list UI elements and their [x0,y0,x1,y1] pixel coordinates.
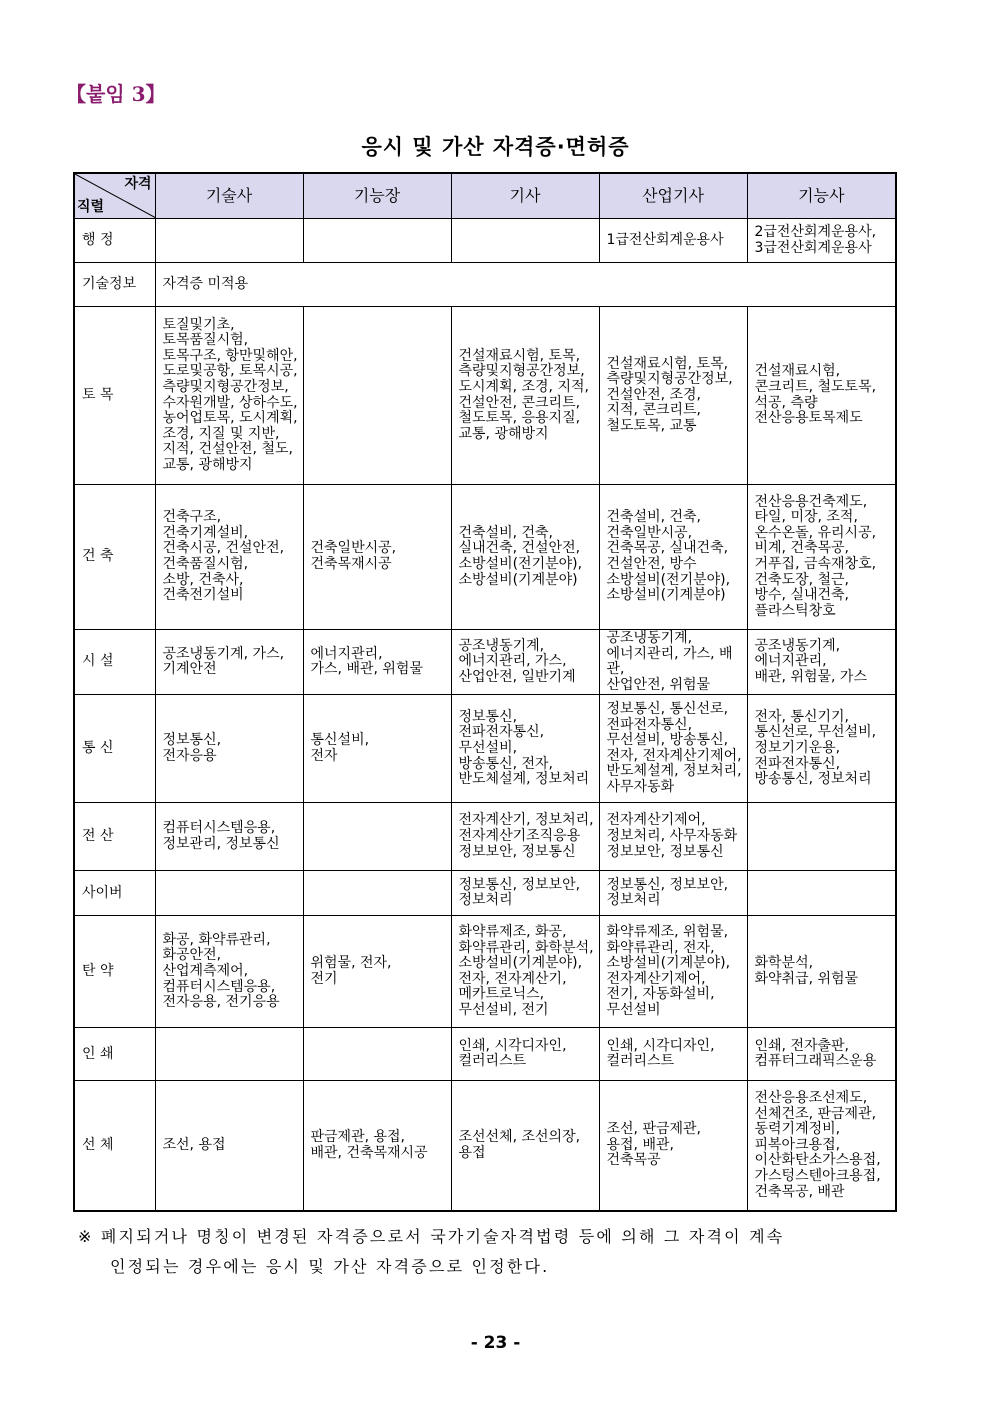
table-cell: 통신설비, 전자 [303,695,451,803]
table-cell: 건축설비, 건축, 실내건축, 건설안전, 소방설비(전기분야), 소방설비(기계분야) [451,485,599,630]
table-cell: 인쇄, 시각디자인, 컬러리스트 [599,1028,747,1081]
row-header: 통 신 [74,695,155,803]
table-cell [303,803,451,871]
table-cell: 인쇄, 전자출판, 컴퓨터그래픽스운용 [747,1028,896,1081]
header-cell: 기능장 [303,173,451,219]
table-cell: 인쇄, 시각디자인, 컬러리스트 [451,1028,599,1081]
footnote [78,1222,918,1282]
header-cell: 산업기사 [599,173,747,219]
table-cell: 위험물, 전자, 전기 [303,916,451,1028]
table-cell: 2급전산회계운용사, 3급전산회계운용사 [747,219,896,263]
table-cell: 건축일반시공, 건축목재시공 [303,485,451,630]
row-header: 시 설 [74,630,155,695]
table-cell: 공조냉동기계, 가스, 기계안전 [155,630,303,695]
row-header: 탄 약 [74,916,155,1028]
table-cell: 정보통신, 통신선로, 전파전자통신, 무선설비, 방송통신, 전자, 전자계산기제어, 반도체설계, 정보처리, 사무자동화 [599,695,747,803]
table-cell: 건축구조, 건축기계설비, 건축시공, 건설안전, 건축품질시험, 소방, 건축사, 건축전기설비 [155,485,303,630]
table-cell [155,1028,303,1081]
footnote-line: ※ 폐지되거나 명칭이 변경된 자격증으로서 국가기술자격법령 등에 의해 그 자격이 계속 [78,1227,785,1246]
header-cell: 기술사 [155,173,303,219]
table-cell [451,219,599,263]
table-cell: 1급전산회계운용사 [599,219,747,263]
page-title: 응시 및 가산 자격증·면허증 [361,135,630,159]
table-row [74,1028,896,1081]
row-header: 인 쇄 [74,1028,155,1081]
table-cell: 컴퓨터시스템응용, 정보관리, 정보통신 [155,803,303,871]
table-row [74,219,896,263]
table-cell: 공조냉동기계, 에너지관리, 가스, 산업안전, 일반기계 [451,630,599,695]
table-cell: 자격증 미적용 [155,263,896,307]
table-cell: 조선, 용접 [155,1081,303,1211]
table-cell: 공조냉동기계, 에너지관리, 가스, 배관, 산업안전, 위험물 [599,630,747,695]
attachment-label: 【붙임 3】 [66,82,166,106]
row-header: 사이버 [74,871,155,916]
table-cell [303,307,451,485]
table-cell: 에너지관리, 가스, 배관, 위험물 [303,630,451,695]
table-cell: 토질및기초, 토목품질시험, 토목구조, 항만및해안, 도로및공항, 토목시공, 측량및지형공간정보, 수자원개발, 상하수도, 농어업토목, 도시계획, 조경, 지질 및 지반, 지적, 건설안전, 철도, 교통, 광해방지 [155,307,303,485]
table-cell [155,219,303,263]
table-cell [155,871,303,916]
corner-cell [74,173,155,219]
table-cell: 공조냉동기계, 에너지관리, 배관, 위험물, 가스 [747,630,896,695]
table-cell [303,871,451,916]
table-cell: 정보통신, 전자응용 [155,695,303,803]
table-cell: 전자, 통신기기, 통신선로, 무선설비, 정보기기운용, 전파전자통신, 방송통신, 정보처리 [747,695,896,803]
table-cell: 건설재료시험, 토목, 측량및지형공간정보, 건설안전, 조경, 지적, 콘크리트, 철도토목, 교통 [599,307,747,485]
table-cell: 건설재료시험, 토목, 측량및지형공간정보, 도시계획, 조경, 지적, 건설안전, 콘크리트, 철도토목, 응용지질, 교통, 광해방지 [451,307,599,485]
table-cell: 판금제관, 용접, 배관, 건축목재시공 [303,1081,451,1211]
table-cell: 전자계산기제어, 정보처리, 사무자동화 정보보안, 정보통신 [599,803,747,871]
table-cell: 화약류제조, 화공, 화약류관리, 화학분석, 소방설비(기계분야), 전자, 전자계산기, 메카트로닉스, 무선설비, 전기 [451,916,599,1028]
table-cell: 전산응용조선제도, 선체건조, 판금제관, 동력기계정비, 피복아크용접, 이산화탄소가스용접, 가스텅스텐아크용접, 건축목공, 배관 [747,1081,896,1211]
header-cell: 기사 [451,173,599,219]
table-cell: 정보통신, 정보보안, 정보처리 [451,871,599,916]
table-row [74,485,896,630]
table-cell: 전산응용건축제도, 타일, 미장, 조적, 온수온돌, 유리시공, 비계, 건축목공, 거푸집, 금속재창호, 건축도장, 철근, 방수, 실내건축, 플라스틱창호 [747,485,896,630]
table-cell: 화공, 화약류관리, 화공안전, 산업계측제어, 컴퓨터시스템응용, 전자응용, 전기응용 [155,916,303,1028]
table-cell [303,219,451,263]
table-row [74,1081,896,1211]
row-header: 토 목 [74,307,155,485]
row-header: 행 정 [74,219,155,263]
table-cell [747,871,896,916]
table-row [74,916,896,1028]
table-row [74,630,896,695]
table-cell: 화학분석, 화약취급, 위험물 [747,916,896,1028]
table-row [74,695,896,803]
corner-series-label: 직렬 [77,199,105,216]
row-header: 건 축 [74,485,155,630]
table-row [74,871,896,916]
table-cell: 조선선체, 조선의장, 용접 [451,1081,599,1211]
table-cell: 정보통신, 정보보안, 정보처리 [599,871,747,916]
table-cell: 건축설비, 건축, 건축일반시공, 건축목공, 실내건축, 건설안전, 방수 소방설비(전기분야), 소방설비(기계분야) [599,485,747,630]
table-cell [747,803,896,871]
table-row [74,803,896,871]
footnote-line: 인정되는 경우에는 응시 및 가산 자격증으로 인정한다. [110,1257,550,1276]
table-cell: 화약류제조, 위험물, 화약류관리, 전자, 소방설비(기계분야), 전자계산기제어, 전기, 자동화설비, 무선설비 [599,916,747,1028]
page-number: - 23 - [470,1333,521,1353]
table-cell: 전자계산기, 정보처리, 전자계산기조직응용 정보보안, 정보통신 [451,803,599,871]
table-cell: 조선, 판금제관, 용접, 배관, 건축목공 [599,1081,747,1211]
table-row [74,263,896,307]
header-cell: 기능사 [747,173,896,219]
table-cell [303,1028,451,1081]
table-cell: 정보통신, 전파전자통신, 무선설비, 방송통신, 전자, 반도체설계, 정보처리 [451,695,599,803]
table-cell: 건설재료시험, 콘크리트, 철도토목, 석공, 측량 전산응용토목제도 [747,307,896,485]
certificate-table [73,172,897,1212]
row-header: 전 산 [74,803,155,871]
corner-qualification-label: 자격 [124,176,152,192]
table-row [74,307,896,485]
table-header-row [74,173,896,219]
row-header: 선 체 [74,1081,155,1211]
row-header: 기술정보 [74,263,155,307]
